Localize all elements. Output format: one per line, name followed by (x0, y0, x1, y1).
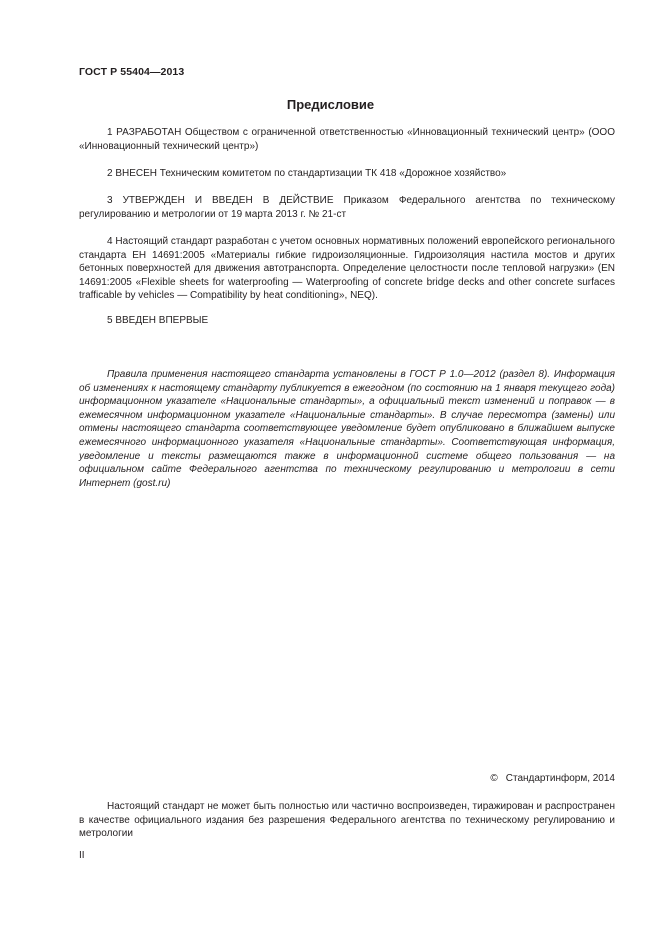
copyright-text: Стандартинформ, 2014 (505, 773, 615, 784)
document-code: ГОСТ Р 55404—2013 (79, 66, 185, 78)
foreword-item-4: 4 Настоящий стандарт разработан с учетом основных нормативных положений европейского регионального стандарта ЕН 14691:2005 «Материалы гибкие гидроизоляционные. Гидроизоляция настила мостов и других бетонных поверхностей для движения автотранспорта. Определение целостности после тепловой нагрузки» (EN 14691:2005 «Flexible sheets for waterproofing — Waterproofing of concrete bridge decks and other concrete surfaces trafficable by vehicles — Compatibility by heat conditioning», NEQ). (79, 236, 615, 302)
page-title: Предисловие (286, 97, 375, 112)
foreword-item-3: 3 УТВЕРЖДЕН И ВВЕДЕН В ДЕЙСТВИЕ Приказом Федерального агентства по техническому регулированию и метрологии от 19 марта 2013 г. № 21-ст (79, 195, 615, 220)
copyright-icon: © (490, 773, 498, 784)
application-rules-notice: Правила применения настоящего стандарта установлены в ГОСТ Р 1.0—2012 (раздел 8). Информация об изменениях к настоящему стандарту публикуется в ежегодном (по состоянию на 1 января текущего года) информационном указателе «Национальные стандарты», а официальный текст изменений и поправок — в ежемесячном информационном указателе «Национальные стандарты». В случае пересмотра (замены) или отмены настоящего стандарта соответствующее уведомление будет опубликовано в ближайшем выпуске ежемесячного информационного указателя «Национальные стандарты». Соответствующая информация, уведомление и тексты размещаются также в информационной системе общего пользования — на официальном сайте Федерального агентства по техническому регулированию и метрологии в сети Интернет (gost.ru) (79, 369, 615, 489)
page-number: II (79, 850, 85, 861)
reproduction-notice: Настоящий стандарт не может быть полностью или частично воспроизведен, тиражирован и распространен в качестве официального издания без разрешения Федерального агентства по техническому регулированию и метрологии (79, 801, 615, 840)
copyright-line (490, 773, 615, 784)
foreword-item-1: 1 РАЗРАБОТАН Обществом с ограниченной ответственностью «Инновационный технический центр» (ООО «Инновационный технический центр») (79, 127, 615, 152)
foreword-item-2: 2 ВНЕСЕН Техническим комитетом по стандартизации ТК 418 «Дорожное хозяйство» (107, 168, 507, 179)
foreword-item-5: 5 ВВЕДЕН ВПЕРВЫЕ (107, 315, 209, 326)
